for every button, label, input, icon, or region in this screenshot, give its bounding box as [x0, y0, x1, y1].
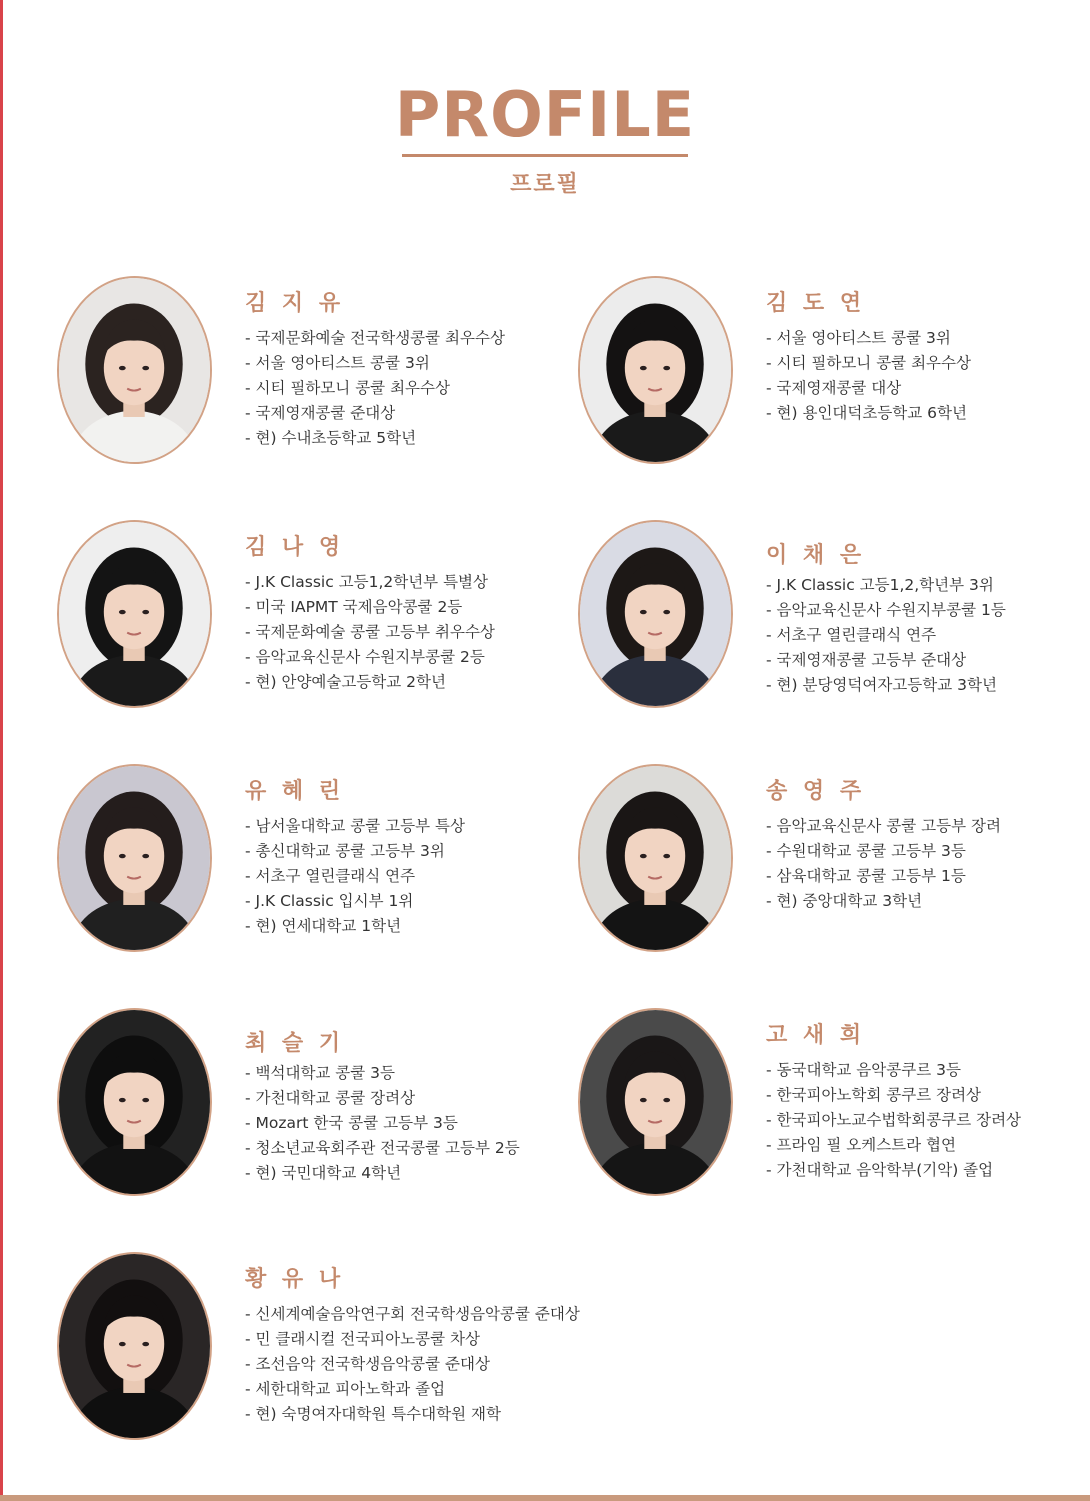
portrait-photo	[57, 764, 212, 952]
award-item: - 동국대학교 음악콩쿠르 3등	[766, 1061, 961, 1079]
page-title: PROFILE	[394, 78, 696, 151]
profile-name: 고 새 희	[766, 1023, 866, 1048]
award-item: - 남서울대학교 콩쿨 고등부 특상	[245, 817, 465, 835]
portrait-photo	[578, 764, 733, 952]
portrait-illustration	[59, 766, 210, 950]
profile-card	[57, 764, 557, 964]
award-item: - 총신대학교 콩쿨 고등부 3위	[245, 842, 445, 860]
portrait-photo	[57, 1008, 212, 1196]
award-list	[245, 570, 495, 695]
portrait-photo	[57, 520, 212, 708]
left-edge-rule	[0, 0, 3, 1501]
award-item: - 서초구 열린클래식 연주	[766, 626, 937, 644]
page-header	[0, 80, 1090, 198]
award-item: - J.K Classic 고등1,2,학년부 3위	[766, 576, 994, 594]
portrait-illustration	[580, 522, 731, 706]
award-item: - J.K Classic 고등1,2학년부 특별상	[245, 573, 489, 591]
portrait-photo	[578, 1008, 733, 1196]
award-item: - 음악교육신문사 수원지부콩쿨 1등	[766, 601, 1006, 619]
title-underline	[402, 154, 688, 157]
profile-card	[578, 1008, 1078, 1208]
award-item: - 국제문화예술 전국학생콩쿨 최우수상	[245, 329, 505, 347]
award-item: - 민 클래시컬 전국피아노콩쿨 차상	[245, 1330, 480, 1348]
award-item: - 음악교육신문사 수원지부콩쿨 2등	[245, 648, 485, 666]
award-item: - Mozart 한국 콩쿨 고등부 3등	[245, 1114, 458, 1132]
profile-name: 이 채 은	[766, 543, 866, 568]
profile-card	[57, 1008, 557, 1208]
award-list	[766, 1058, 1021, 1183]
award-item: - 삼육대학교 콩쿨 고등부 1등	[766, 867, 966, 885]
award-item: - J.K Classic 입시부 1위	[245, 892, 414, 910]
profile-name: 김 지 유	[245, 291, 345, 316]
award-item: - 현) 중앙대학교 3학년	[766, 892, 923, 910]
award-item: - 한국피아노교수법학회콩쿠르 장려상	[766, 1111, 1022, 1129]
award-item: - 수원대학교 콩쿨 고등부 3등	[766, 842, 966, 860]
award-item: - 조선음악 전국학생음악콩쿨 준대상	[245, 1355, 490, 1373]
award-item: - 국제문화예술 콩쿨 고등부 취우수상	[245, 623, 495, 641]
portrait-illustration	[580, 766, 731, 950]
bottom-edge-rule	[0, 1495, 1090, 1501]
award-item: - 신세계예술음악연구회 전국학생음악콩쿨 준대상	[245, 1305, 580, 1323]
award-item: - 가천대학교 콩쿨 장려상	[245, 1089, 416, 1107]
portrait-photo	[57, 276, 212, 464]
award-list	[245, 326, 505, 451]
award-item: - 현) 안양예술고등학교 2학년	[245, 673, 446, 691]
portrait-illustration	[59, 1254, 210, 1438]
award-item: - 청소년교육회주관 전국콩쿨 고등부 2등	[245, 1139, 520, 1157]
award-list	[766, 814, 1001, 914]
award-item: - 시티 필하모니 콩쿨 최우수상	[245, 379, 450, 397]
award-item: - 국제영재콩쿨 고등부 준대상	[766, 651, 967, 669]
award-item: - 현) 연세대학교 1학년	[245, 917, 402, 935]
award-item: - 현) 용인대덕초등학교 6학년	[766, 404, 967, 422]
award-item: - 현) 수내초등학교 5학년	[245, 429, 417, 447]
profile-card	[578, 764, 1078, 964]
award-item: - 국제영재콩쿨 대상	[766, 379, 902, 397]
award-item: - 음악교육신문사 콩쿨 고등부 장려	[766, 817, 1001, 835]
award-item: - 현) 숙명여자대학원 특수대학원 재학	[245, 1405, 501, 1423]
award-item: - 세한대학교 피아노학과 졸업	[245, 1380, 446, 1398]
profile-name: 송 영 주	[766, 779, 866, 804]
award-item: - 백석대학교 콩쿨 3등	[245, 1064, 396, 1082]
profile-name: 황 유 나	[245, 1267, 345, 1292]
award-item: - 서울 영아티스트 콩쿨 3위	[245, 354, 430, 372]
award-item: - 미국 IAPMT 국제음악콩쿨 2등	[245, 598, 463, 616]
award-item: - 현) 국민대학교 4학년	[245, 1164, 402, 1182]
portrait-photo	[57, 1252, 212, 1440]
award-list	[245, 1061, 520, 1186]
award-item: - 가천대학교 음악학부(기악) 졸업	[766, 1161, 994, 1179]
award-item: - 국제영재콩쿨 준대상	[245, 404, 396, 422]
award-item: - 서초구 열린클래식 연주	[245, 867, 416, 885]
award-item: - 현) 분당영덕여자고등학교 3학년	[766, 676, 997, 694]
award-item: - 시티 필하모니 콩쿨 최우수상	[766, 354, 971, 372]
award-list	[245, 814, 465, 939]
portrait-illustration	[59, 1010, 210, 1194]
profile-card	[578, 276, 1078, 476]
award-list	[766, 326, 971, 426]
profile-card	[578, 520, 1078, 720]
portrait-illustration	[59, 278, 210, 462]
award-list	[766, 573, 1006, 698]
award-item: - 서울 영아티스트 콩쿨 3위	[766, 329, 951, 347]
profile-card	[57, 276, 557, 476]
page-subtitle: 프로필	[510, 172, 580, 197]
profile-name: 김 나 영	[245, 535, 345, 560]
profile-name: 김 도 연	[766, 291, 866, 316]
portrait-illustration	[580, 1010, 731, 1194]
award-item: - 프라임 필 오케스트라 협연	[766, 1136, 957, 1154]
portrait-illustration	[580, 278, 731, 462]
portrait-photo	[578, 520, 733, 708]
portrait-illustration	[59, 522, 210, 706]
profile-card	[57, 1252, 657, 1452]
profile-name: 유 혜 린	[245, 779, 345, 804]
profile-card	[57, 520, 557, 720]
award-list	[245, 1302, 580, 1427]
portrait-photo	[578, 276, 733, 464]
award-item: - 한국피아노학회 콩쿠르 장려상	[766, 1086, 982, 1104]
profile-name: 최 슬 기	[245, 1031, 345, 1056]
